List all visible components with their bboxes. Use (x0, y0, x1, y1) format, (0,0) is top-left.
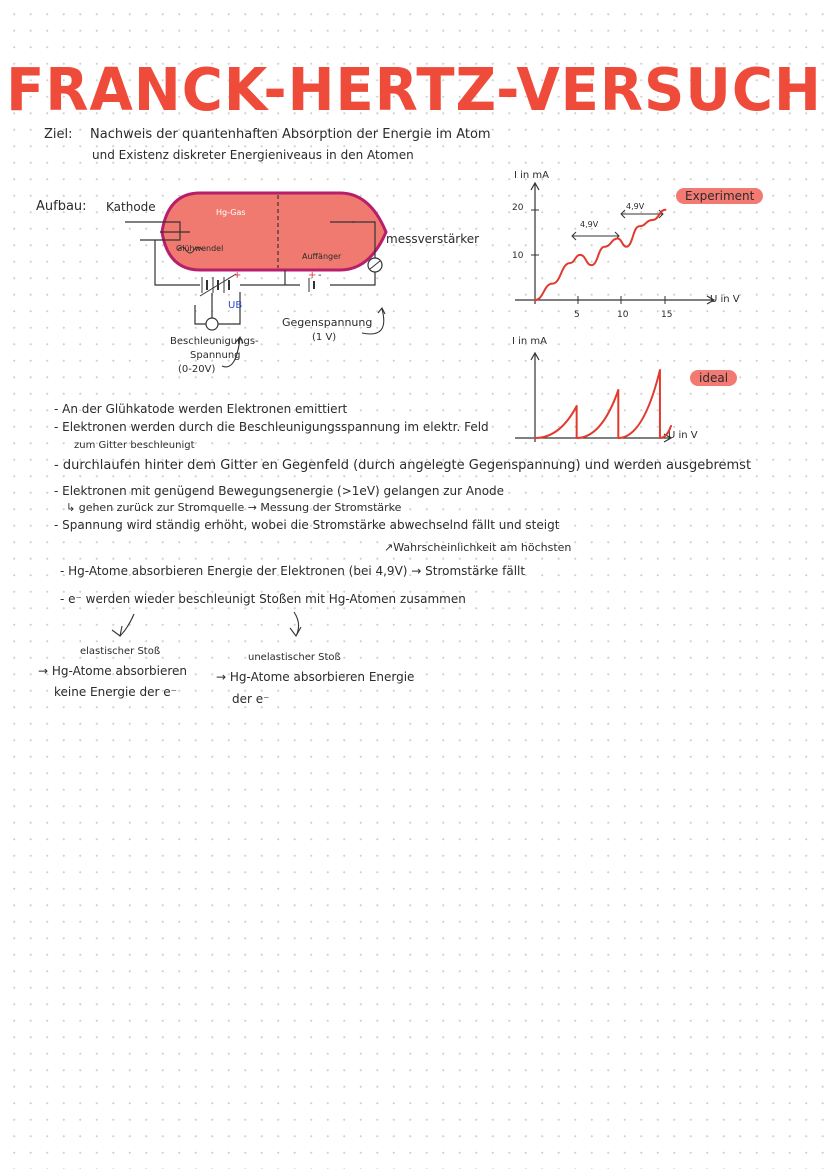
ideal-xlabel: U in V (668, 430, 698, 441)
elastic-line-1: → Hg-Atome absorbieren (38, 664, 187, 678)
inelastic-line-1: → Hg-Atome absorbieren Energie (216, 670, 415, 684)
minus-sign: - (318, 270, 322, 281)
note-6a: ↗Wahrscheinlichkeit am höchsten (384, 541, 572, 554)
beschl-label-2: Spannung (190, 350, 241, 361)
experiment-annotation-2: 4,9V (626, 202, 645, 211)
experiment-xtick-5: 5 (574, 310, 580, 320)
experiment-ytick-20: 20 (512, 203, 524, 213)
note-7: - e⁻ werden wieder beschleunigt Stoßen mit Hg-Atomen zusammen (60, 592, 466, 606)
inelastic-line-2: der e⁻ (232, 692, 270, 706)
auffaenger-label: Auffänger (302, 252, 342, 261)
beschl-label-1: Beschleunigungs- (170, 336, 259, 347)
note-4b: ↳ gehen zurück zur Stromquelle → Messung der Stromstärke (66, 501, 402, 514)
kathode-label: Kathode (106, 200, 156, 214)
gegen-label-2: (1 V) (312, 332, 337, 343)
experiment-ytick-10: 10 (512, 251, 524, 261)
ziel-label: Ziel: (44, 127, 73, 142)
experiment-xtick-15: 15 (661, 310, 673, 320)
page-title: FRANCK-HERTZ-VERSUCH (6, 56, 822, 125)
aufbau-label: Aufbau: (36, 199, 87, 214)
plus-sign-1: + (233, 270, 242, 281)
note-2b: zum Gitter beschleunigt (74, 440, 195, 451)
gegen-label-1: Gegenspannung (282, 316, 373, 329)
plus-sign-2: + (308, 270, 317, 281)
inelastic-title: unelastischer Stoß (248, 652, 341, 663)
gluehwendel-label: Glühwendel (176, 244, 224, 253)
ideal-badge: ideal (690, 370, 737, 386)
experiment-xlabel: U in V (710, 294, 740, 305)
note-2: - Elektronen werden durch die Beschleunigungsspannung im elektr. Feld (54, 420, 489, 434)
inelastic-arrow (290, 612, 301, 636)
elastic-arrow (112, 614, 134, 636)
note-3: - durchlaufen hinter dem Gitter en Gegenfeld (durch angelegte Gegenspannung) und werden ausgebremst (54, 458, 752, 473)
messverstaerker-label: messverstärker (386, 232, 480, 246)
hg-gas-label: Hg-Gas (216, 208, 246, 217)
note-1: - An der Glühkatode werden Elektronen emittiert (54, 402, 348, 416)
elastic-title: elastischer Stoß (80, 646, 161, 657)
ziel-line-1: Nachweis der quantenhaften Absorption der Energie im Atom (90, 127, 491, 142)
note-5: - Spannung wird ständig erhöht, wobei die Stromstärke abwechselnd fällt und steigt (54, 518, 560, 532)
beschl-label-3: (0-20V) (178, 364, 216, 375)
experiment-xtick-10: 10 (617, 310, 629, 320)
experiment-annotation-1: 4,9V (580, 220, 599, 229)
ub-label: UB (228, 300, 243, 311)
elastic-line-2: keine Energie der e⁻ (54, 685, 177, 699)
note-4: - Elektronen mit genügend Bewegungsenergie (>1eV) gelangen zur Anode (54, 484, 505, 498)
ziel-line-2: und Existenz diskreter Energieniveaus in den Atomen (92, 148, 414, 162)
ideal-ylabel: I in mA (512, 336, 548, 347)
experiment-badge: Experiment (676, 188, 763, 204)
note-6: - Hg-Atome absorbieren Energie der Elektronen (bei 4,9V) → Stromstärke fällt (60, 564, 526, 578)
experiment-ylabel: I in mA (514, 170, 550, 181)
